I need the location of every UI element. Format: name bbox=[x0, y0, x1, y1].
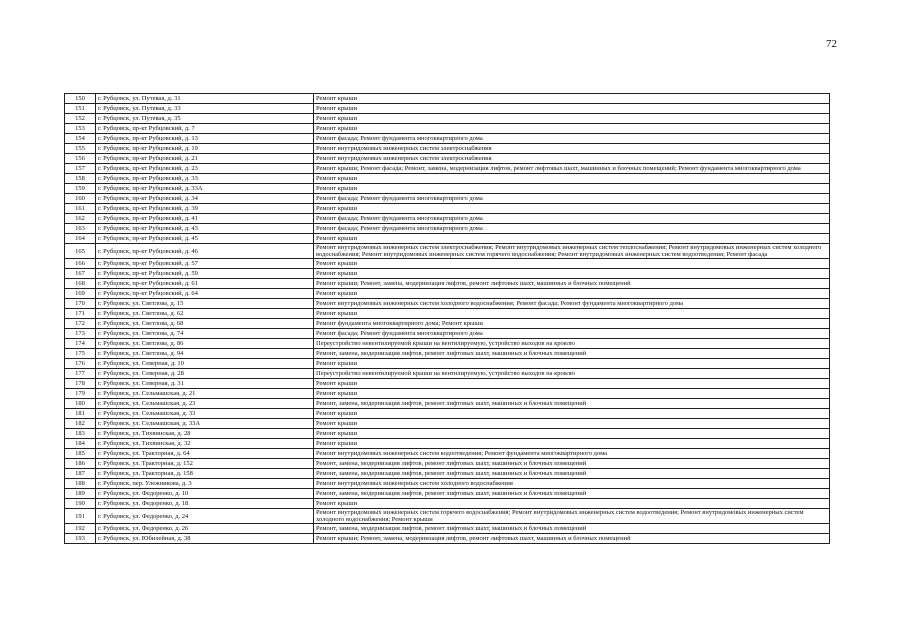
row-works: Ремонт крыши; Ремонт, замена, модернизация лифтов, ремонт лифтовых шахт, машинных и блочных помещений bbox=[314, 534, 830, 544]
row-address: г. Рубцовск, пер. Улежникова, д. 3 bbox=[96, 479, 314, 489]
row-number: 182 bbox=[65, 419, 96, 429]
row-number: 160 bbox=[65, 194, 96, 204]
row-address: г. Рубцовск, ул. Светлова, д. 68 bbox=[96, 319, 314, 329]
row-address: г. Рубцовск, пр-кт Рубцовский, д. 33А bbox=[96, 184, 314, 194]
row-address: г. Рубцовск, ул. Северная, д. 10 bbox=[96, 359, 314, 369]
row-address: г. Рубцовск, ул. Федоренко, д. 18 bbox=[96, 499, 314, 509]
row-works: Ремонт фасада; Ремонт фундамента многоквартирного дома bbox=[314, 214, 830, 224]
row-works: Ремонт крыши; Ремонт, замена, модернизация лифтов, ремонт лифтовых шахт, машинных и блочных помещений bbox=[314, 279, 830, 289]
row-works: Ремонт фасада; Ремонт фундамента многоквартирного дома bbox=[314, 134, 830, 144]
row-number: 179 bbox=[65, 389, 96, 399]
row-works: Ремонт, замена, модернизация лифтов, ремонт лифтовых шахт, машинных и блочных помещений bbox=[314, 469, 830, 479]
row-number: 161 bbox=[65, 204, 96, 214]
page-number: 72 bbox=[826, 38, 837, 50]
table-row bbox=[65, 144, 830, 154]
row-number: 164 bbox=[65, 234, 96, 244]
row-address: г. Рубцовск, ул. Путевая, д. 35 bbox=[96, 114, 314, 124]
table-row bbox=[65, 524, 830, 534]
row-number: 180 bbox=[65, 399, 96, 409]
row-number: 190 bbox=[65, 499, 96, 509]
row-works: Ремонт крыши bbox=[314, 439, 830, 449]
table-row bbox=[65, 309, 830, 319]
row-number: 151 bbox=[65, 104, 96, 114]
row-works: Ремонт внутридомовых инженерных систем электроснабжения bbox=[314, 144, 830, 154]
table-row bbox=[65, 534, 830, 544]
table-row bbox=[65, 154, 830, 164]
row-works: Ремонт фасада; Ремонт фундамента многоквартирного дома bbox=[314, 329, 830, 339]
repair-program-table bbox=[64, 93, 830, 544]
row-address: г. Рубцовск, ул. Сельмашская, д. 23 bbox=[96, 399, 314, 409]
row-number: 159 bbox=[65, 184, 96, 194]
row-address: г. Рубцовск, пр-кт Рубцовский, д. 21 bbox=[96, 154, 314, 164]
table-row bbox=[65, 224, 830, 234]
row-number: 162 bbox=[65, 214, 96, 224]
table-row bbox=[65, 419, 830, 429]
row-number: 165 bbox=[65, 244, 96, 259]
table-row bbox=[65, 124, 830, 134]
table-row bbox=[65, 329, 830, 339]
table-row bbox=[65, 499, 830, 509]
table-row bbox=[65, 459, 830, 469]
table-row bbox=[65, 349, 830, 359]
row-address: г. Рубцовск, ул. Сельмашская, д. 33 bbox=[96, 409, 314, 419]
row-number: 177 bbox=[65, 369, 96, 379]
table-row bbox=[65, 319, 830, 329]
row-address: г. Рубцовск, пр-кт Рубцовский, д. 57 bbox=[96, 259, 314, 269]
table-row bbox=[65, 359, 830, 369]
row-number: 193 bbox=[65, 534, 96, 544]
row-works: Ремонт внутридомовых инженерных систем холодного водоснабжения bbox=[314, 479, 830, 489]
row-number: 172 bbox=[65, 319, 96, 329]
table-row bbox=[65, 134, 830, 144]
row-number: 174 bbox=[65, 339, 96, 349]
row-number: 157 bbox=[65, 164, 96, 174]
row-works: Ремонт крыши bbox=[314, 389, 830, 399]
table-row bbox=[65, 479, 830, 489]
table-body bbox=[65, 94, 830, 544]
row-number: 185 bbox=[65, 449, 96, 459]
row-number: 169 bbox=[65, 289, 96, 299]
table-row bbox=[65, 259, 830, 269]
table-row bbox=[65, 269, 830, 279]
table-row bbox=[65, 469, 830, 479]
row-number: 152 bbox=[65, 114, 96, 124]
row-works: Ремонт крыши bbox=[314, 379, 830, 389]
row-works: Ремонт крыши bbox=[314, 204, 830, 214]
row-works: Ремонт крыши bbox=[314, 104, 830, 114]
row-address: г. Рубцовск, ул. Светлова, д. 86 bbox=[96, 339, 314, 349]
row-address: г. Рубцовск, ул. Светлова, д. 94 bbox=[96, 349, 314, 359]
row-address: г. Рубцовск, пр-кт Рубцовский, д. 41 bbox=[96, 214, 314, 224]
row-number: 188 bbox=[65, 479, 96, 489]
table-row bbox=[65, 439, 830, 449]
row-works: Ремонт крыши bbox=[314, 174, 830, 184]
row-works: Ремонт внутридомовых инженерных систем горячего водоснабжения; Ремонт внутридомовых инженерных систем водоотведения; Ремонт внутридомовых инженерных систем холодного водоснабжения; Ремонт крыши bbox=[314, 509, 830, 524]
row-number: 173 bbox=[65, 329, 96, 339]
row-number: 192 bbox=[65, 524, 96, 534]
row-works: Ремонт фундамента многоквартирного дома; Ремонт крыши bbox=[314, 319, 830, 329]
row-number: 181 bbox=[65, 409, 96, 419]
row-address: г. Рубцовск, ул. Тракторная, д. 152 bbox=[96, 459, 314, 469]
row-number: 158 bbox=[65, 174, 96, 184]
row-address: г. Рубцовск, пр-кт Рубцовский, д. 59 bbox=[96, 269, 314, 279]
row-works: Ремонт крыши bbox=[314, 114, 830, 124]
row-works: Ремонт, замена, модернизация лифтов, ремонт лифтовых шахт, машинных и блочных помещений bbox=[314, 349, 830, 359]
table-row bbox=[65, 369, 830, 379]
row-number: 166 bbox=[65, 259, 96, 269]
row-address: г. Рубцовск, ул. Тракторная, д. 64 bbox=[96, 449, 314, 459]
row-number: 170 bbox=[65, 299, 96, 309]
row-works: Ремонт крыши; Ремонт фасада; Ремонт, замена, модернизация лифтов, ремонт лифтовых шахт, машинных и блочных помещений; Ремонт фундамента многоквартирного дома bbox=[314, 164, 830, 174]
row-works: Ремонт крыши bbox=[314, 289, 830, 299]
table-row bbox=[65, 429, 830, 439]
row-works: Переустройство невентилируемой крыши на вентилируемую, устройство выходов на кровлю bbox=[314, 369, 830, 379]
row-number: 163 bbox=[65, 224, 96, 234]
row-works: Ремонт внутридомовых инженерных систем электроснабжения bbox=[314, 154, 830, 164]
row-works: Ремонт крыши bbox=[314, 499, 830, 509]
row-works: Ремонт фасада; Ремонт фундамента многоквартирного дома bbox=[314, 194, 830, 204]
row-address: г. Рубцовск, пр-кт Рубцовский, д. 45 bbox=[96, 234, 314, 244]
row-number: 156 bbox=[65, 154, 96, 164]
row-address: г. Рубцовск, ул. Юбилейная, д. 38 bbox=[96, 534, 314, 544]
row-number: 175 bbox=[65, 349, 96, 359]
row-number: 178 bbox=[65, 379, 96, 389]
table-row bbox=[65, 174, 830, 184]
table-row bbox=[65, 204, 830, 214]
row-address: г. Рубцовск, пр-кт Рубцовский, д. 64 bbox=[96, 289, 314, 299]
row-works: Ремонт, замена, модернизация лифтов, ремонт лифтовых шахт, машинных и блочных помещений bbox=[314, 489, 830, 499]
table-row bbox=[65, 279, 830, 289]
row-number: 186 bbox=[65, 459, 96, 469]
table-row bbox=[65, 104, 830, 114]
row-works: Переустройство невентилируемой крыши на вентилируемую, устройство выходов на кровлю bbox=[314, 339, 830, 349]
row-address: г. Рубцовск, ул. Тихвинская, д. 32 bbox=[96, 439, 314, 449]
table-row bbox=[65, 244, 830, 259]
row-number: 155 bbox=[65, 144, 96, 154]
row-address: г. Рубцовск, ул. Путевая, д. 33 bbox=[96, 104, 314, 114]
row-address: г. Рубцовск, пр-кт Рубцовский, д. 19 bbox=[96, 144, 314, 154]
table-row bbox=[65, 409, 830, 419]
row-address: г. Рубцовск, пр-кт Рубцовский, д. 7 bbox=[96, 124, 314, 134]
row-address: г. Рубцовск, пр-кт Рубцовский, д. 43 bbox=[96, 224, 314, 234]
row-address: г. Рубцовск, пр-кт Рубцовский, д. 39 bbox=[96, 204, 314, 214]
row-number: 150 bbox=[65, 94, 96, 104]
row-works: Ремонт внутридомовых инженерных систем холодного водоснабжения; Ремонт фасада; Ремонт фундамента многоквартирного дома bbox=[314, 299, 830, 309]
row-address: г. Рубцовск, пр-кт Рубцовский, д. 34 bbox=[96, 194, 314, 204]
table-row bbox=[65, 214, 830, 224]
table-row bbox=[65, 509, 830, 524]
row-address: г. Рубцовск, ул. Федоренко, д. 24 bbox=[96, 509, 314, 524]
row-address: г. Рубцовск, ул. Светлова, д. 62 bbox=[96, 309, 314, 319]
row-number: 176 bbox=[65, 359, 96, 369]
row-number: 168 bbox=[65, 279, 96, 289]
row-works: Ремонт крыши bbox=[314, 269, 830, 279]
row-address: г. Рубцовск, ул. Тракторная, д. 158 bbox=[96, 469, 314, 479]
table-row bbox=[65, 379, 830, 389]
row-works: Ремонт крыши bbox=[314, 259, 830, 269]
row-works: Ремонт внутридомовых инженерных систем водоотведения; Ремонт фундамента многоквартирного дома bbox=[314, 449, 830, 459]
row-number: 167 bbox=[65, 269, 96, 279]
row-number: 153 bbox=[65, 124, 96, 134]
row-works: Ремонт крыши bbox=[314, 124, 830, 134]
table-row bbox=[65, 94, 830, 104]
row-works: Ремонт крыши bbox=[314, 234, 830, 244]
table-row bbox=[65, 399, 830, 409]
row-number: 183 bbox=[65, 429, 96, 439]
row-address: г. Рубцовск, пр-кт Рубцовский, д. 23 bbox=[96, 164, 314, 174]
row-works: Ремонт крыши bbox=[314, 419, 830, 429]
table-row bbox=[65, 489, 830, 499]
row-address: г. Рубцовск, пр-кт Рубцовский, д. 13 bbox=[96, 134, 314, 144]
row-address: г. Рубцовск, ул. Сельмашская, д. 33А bbox=[96, 419, 314, 429]
table-row bbox=[65, 164, 830, 174]
row-number: 187 bbox=[65, 469, 96, 479]
row-address: г. Рубцовск, ул. Светлова, д. 74 bbox=[96, 329, 314, 339]
row-works: Ремонт крыши bbox=[314, 309, 830, 319]
row-works: Ремонт, замена, модернизация лифтов, ремонт лифтовых шахт, машинных и блочных помещений bbox=[314, 459, 830, 469]
row-address: г. Рубцовск, пр-кт Рубцовский, д. 46 bbox=[96, 244, 314, 259]
row-address: г. Рубцовск, ул. Федоренко, д. 10 bbox=[96, 489, 314, 499]
row-address: г. Рубцовск, пр-кт Рубцовский, д. 33 bbox=[96, 174, 314, 184]
row-address: г. Рубцовск, ул. Светлова, д. 15 bbox=[96, 299, 314, 309]
row-address: г. Рубцовск, ул. Путевая, д. 31 bbox=[96, 94, 314, 104]
row-works: Ремонт внутридомовых инженерных систем электроснабжения; Ремонт внутридомовых инженерных систем теплоснабжения; Ремонт внутридомовых инженерных систем холодного водоснабжения; Ремонт внутридомовых инженерных систем горячего водоснабжения; Ремонт внутридомовых инженерных систем водоотведения; Ремонт фасада bbox=[314, 244, 830, 259]
row-works: Ремонт крыши bbox=[314, 409, 830, 419]
row-works: Ремонт, замена, модернизация лифтов, ремонт лифтовых шахт, машинных и блочных помещений bbox=[314, 524, 830, 534]
row-address: г. Рубцовск, пр-кт Рубцовский, д. 61 bbox=[96, 279, 314, 289]
row-number: 189 bbox=[65, 489, 96, 499]
row-works: Ремонт крыши bbox=[314, 94, 830, 104]
row-number: 154 bbox=[65, 134, 96, 144]
table-row bbox=[65, 339, 830, 349]
table-row bbox=[65, 194, 830, 204]
row-address: г. Рубцовск, ул. Северная, д. 28 bbox=[96, 369, 314, 379]
row-number: 184 bbox=[65, 439, 96, 449]
row-address: г. Рубцовск, ул. Тихвинская, д. 28 bbox=[96, 429, 314, 439]
row-address: г. Рубцовск, ул. Федоренко, д. 26 bbox=[96, 524, 314, 534]
row-number: 171 bbox=[65, 309, 96, 319]
table-row bbox=[65, 114, 830, 124]
table-row bbox=[65, 389, 830, 399]
table-row bbox=[65, 184, 830, 194]
row-number: 191 bbox=[65, 509, 96, 524]
row-works: Ремонт, замена, модернизация лифтов, ремонт лифтовых шахт, машинных и блочных помещений bbox=[314, 399, 830, 409]
table-row bbox=[65, 299, 830, 309]
row-works: Ремонт крыши bbox=[314, 184, 830, 194]
row-works: Ремонт фасада; Ремонт фундамента многоквартирного дома bbox=[314, 224, 830, 234]
row-address: г. Рубцовск, ул. Сельмашская, д. 21 bbox=[96, 389, 314, 399]
row-works: Ремонт крыши bbox=[314, 359, 830, 369]
row-address: г. Рубцовск, ул. Северная, д. 31 bbox=[96, 379, 314, 389]
table-row bbox=[65, 449, 830, 459]
table-row bbox=[65, 234, 830, 244]
row-works: Ремонт крыши bbox=[314, 429, 830, 439]
table-row bbox=[65, 289, 830, 299]
